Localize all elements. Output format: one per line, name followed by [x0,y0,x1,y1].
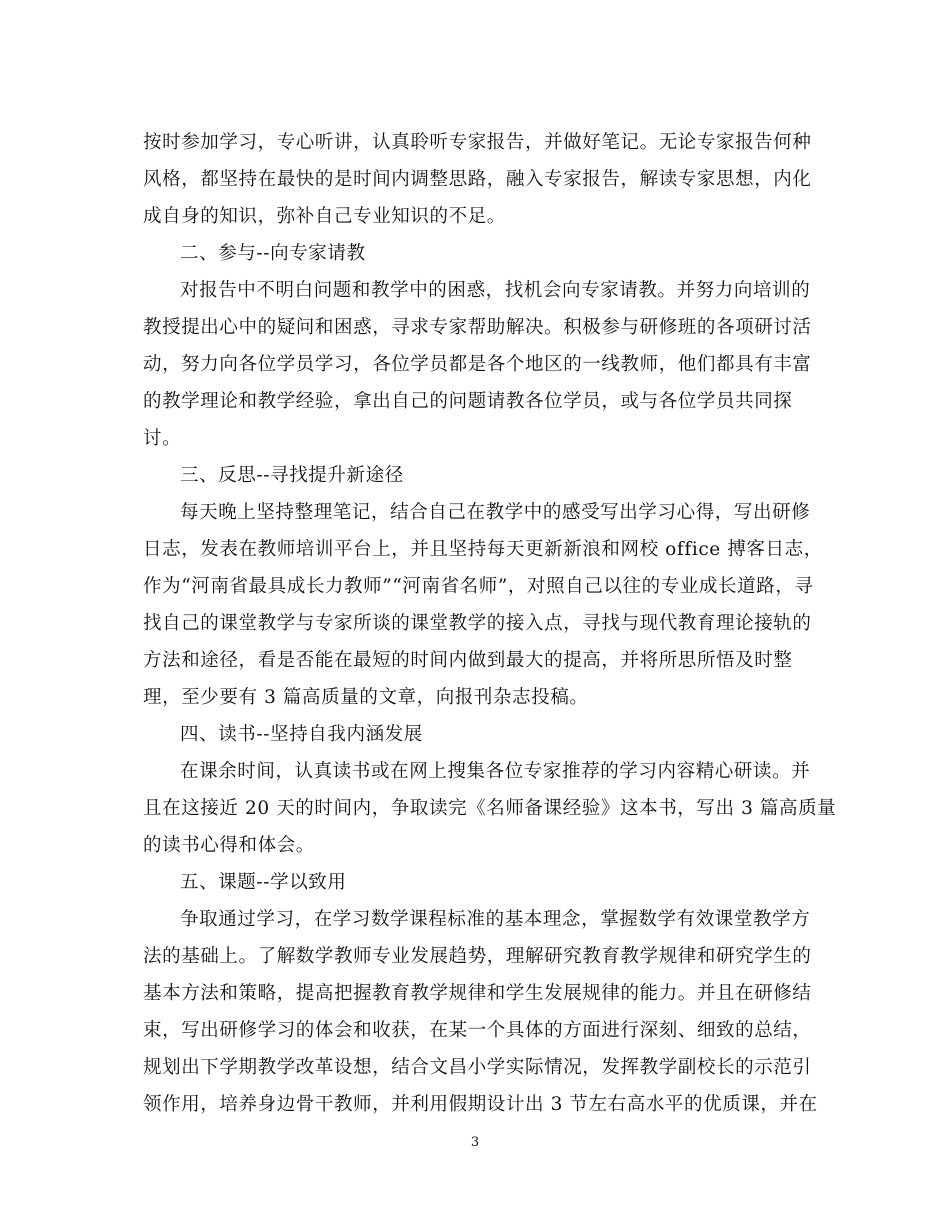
text-line: 束，写出研修学习的体会和收获，在某一个具体的方面进行深刻、细致的总结， [143,1020,812,1041]
text-line: 动，努力向各位学员学习，各位学员都是各个地区的一线教师，他们都具有丰富 [143,354,812,375]
text-line: 领作用，培养身边骨干教师，并利用假期设计出 3 节左右高水平的优质课，并在 [143,1094,818,1115]
text-line: 的读书心得和体会。 [143,835,315,856]
text-line: 且在这接近 20 天的时间内，争取读完《名师备课经验》这本书，写出 3 篇高质量 [143,798,837,819]
text-line: 在课余时间，认真读书或在网上搜集各位专家推荐的学习内容精心研读。并 [180,761,811,782]
section-heading: 四、读书--坚持自我内涵发展 [180,724,423,745]
text-line: 找自己的课堂教学与专家所谈的课堂教学的接入点，寻找与现代教育理论接轨的 [143,613,812,634]
text-line: 争取通过学习，在学习数学课程标准的基本理念，掌握数学有效课堂教学方 [180,909,811,930]
text-line: 对报告中不明白问题和教学中的困惑，找机会向专家请教。并努力向培训的 [180,280,811,301]
page-number: 3 [470,1135,480,1150]
section-heading: 五、课题--学以致用 [180,872,347,893]
text-line: 讨。 [143,428,182,449]
text-line: 的教学理论和教学经验，拿出自己的问题请教各位学员，或与各位学员共同探 [143,391,793,412]
text-line: 规划出下学期教学改革设想，结合文昌小学实际情况，发挥教学副校长的示范引 [143,1057,812,1078]
text-line: 理，至少要有 3 篇高质量的文章，向报刊杂志投稿。 [143,687,589,708]
text-line: 按时参加学习，专心听讲，认真聆听专家报告，并做好笔记。无论专家报告何种 [143,132,812,153]
text-line: 每天晚上坚持整理笔记，结合自己在教学中的感受写出学习心得，写出研修 [180,502,811,523]
text-line: 基本方法和策略，提高把握教育教学规律和学生发展规律的能力。并且在研修结 [143,983,812,1004]
text-line: 教授提出心中的疑问和困惑，寻求专家帮助解决。积极参与研修班的各项研讨活 [143,317,812,338]
text-line: 风格，都坚持在最快的是时间内调整思路，融入专家报告，解读专家思想，内化 [143,169,812,190]
text-line: 方法和途径，看是否能在最短的时间内做到最大的提高，并将所思所悟及时整 [143,650,793,671]
text-line: 日志，发表在教师培训平台上，并且坚持每天更新新浪和网校 office 搏客日志， [143,539,823,560]
text-line: 作为“河南省最具成长力教师”“河南省名师”，对照自己以往的专业成长道路，寻 [143,576,814,597]
text-line: 法的基础上。了解数学教师专业发展趋势，理解研究教育教学规律和研究学生的 [143,946,812,967]
section-heading: 二、参与--向专家请教 [180,243,366,264]
section-heading: 三、反思--寻找提升新途径 [180,465,404,486]
text-line: 成自身的知识，弥补自己专业知识的不足。 [143,206,506,227]
